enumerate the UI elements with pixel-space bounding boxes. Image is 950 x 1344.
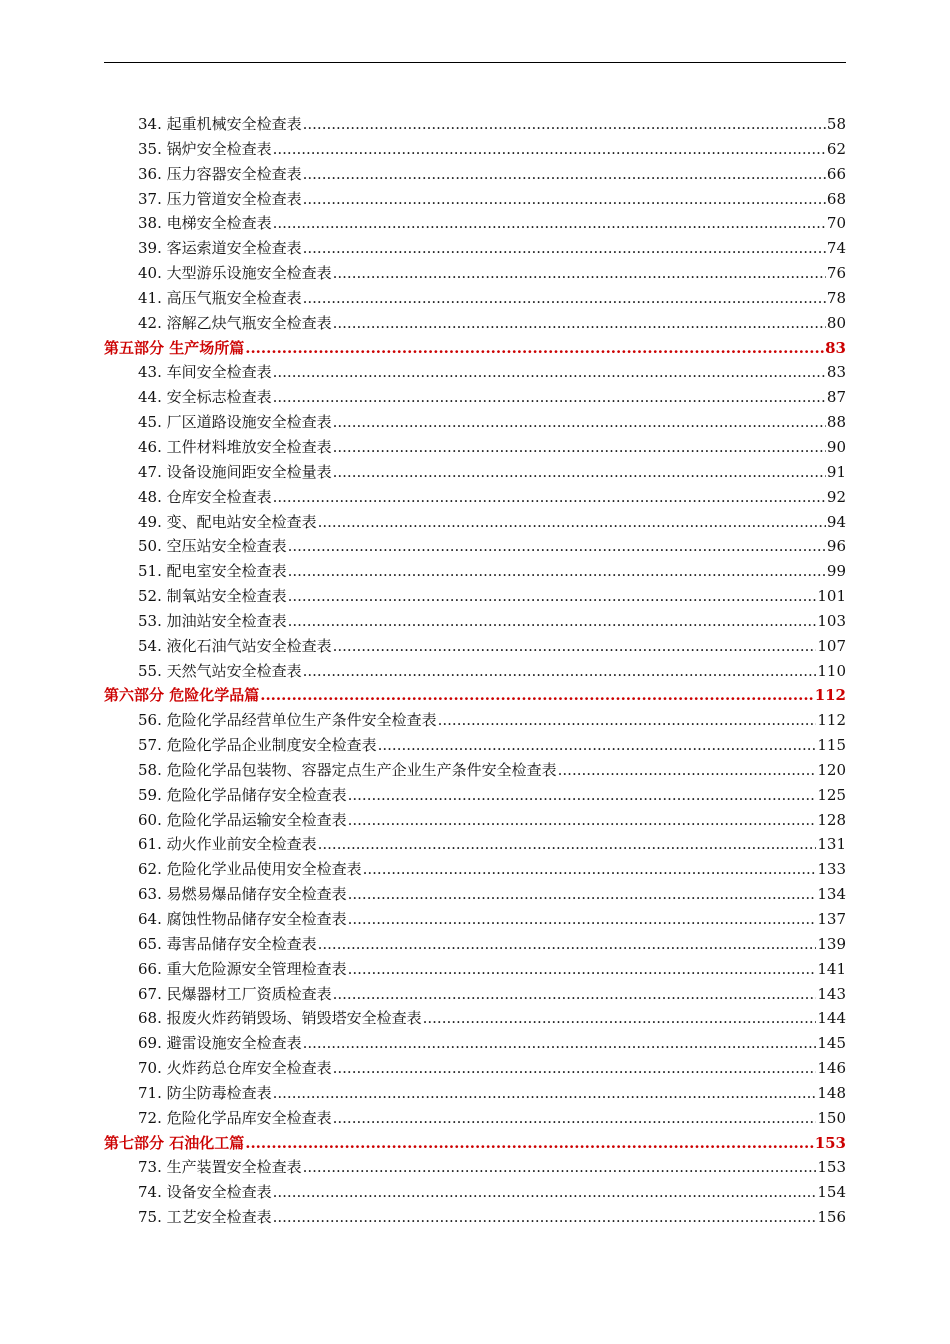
- toc-entry-label: 41. 高压气瓶安全检查表: [138, 288, 302, 307]
- toc-page-number: 145: [817, 1034, 846, 1053]
- toc-entry[interactable]: [104, 211, 846, 236]
- toc-leader-dots: [303, 162, 826, 187]
- toc-leader-dots: [273, 1180, 817, 1205]
- toc-leader-dots: [273, 485, 826, 510]
- toc-leader-dots: [333, 460, 826, 485]
- toc-page-number: 128: [817, 810, 846, 829]
- toc-entry-label: 58. 危险化学品包装物、容器定点生产企业生产条件安全检查表: [138, 760, 557, 779]
- toc-leader-dots: [558, 758, 817, 783]
- toc-entry-label: 68. 报废火炸药销毁场、销毁塔安全检查表: [138, 1009, 422, 1028]
- toc-entry-label: 43. 车间安全检查表: [138, 363, 272, 382]
- toc-entry-label: 44. 安全标志检查表: [138, 388, 272, 407]
- toc-entry[interactable]: [104, 609, 846, 634]
- toc-leader-dots: [273, 137, 826, 162]
- toc-leader-dots: [333, 435, 826, 460]
- toc-entry-label: 62. 危险化学业品使用安全检查表: [138, 860, 362, 879]
- toc-leader-dots: [423, 1006, 817, 1031]
- toc-entry-label: 53. 加油站安全检查表: [138, 611, 287, 630]
- toc-entry-label: 57. 危险化学品企业制度安全检查表: [138, 736, 377, 755]
- toc-page-number: 101: [817, 587, 846, 606]
- toc-entry[interactable]: [104, 360, 846, 385]
- toc-entry[interactable]: [104, 857, 846, 882]
- toc-entry-label: 42. 溶解乙炔气瓶安全检查表: [138, 313, 332, 332]
- toc-leader-dots: [273, 211, 826, 236]
- toc-page-number: 90: [826, 437, 846, 456]
- toc-entry[interactable]: [104, 1006, 846, 1031]
- toc-entry[interactable]: [104, 435, 846, 460]
- toc-leader-dots: [273, 385, 826, 410]
- toc-entry-label: 46. 工件材料堆放安全检查表: [138, 437, 332, 456]
- toc-leader-dots: [303, 236, 826, 261]
- toc-page-number: 92: [826, 487, 846, 506]
- toc-entry[interactable]: [104, 584, 846, 609]
- toc-leader-dots: [378, 733, 817, 758]
- toc-entry[interactable]: [104, 708, 846, 733]
- toc-entry-label: 第五部分 生产场所篇: [104, 338, 245, 357]
- toc-page-number: 134: [817, 885, 846, 904]
- toc-page-number: 112: [814, 686, 846, 705]
- toc-page-number: 143: [817, 984, 846, 1003]
- toc-page-number: 110: [817, 661, 846, 680]
- toc-entry-label: 35. 锅炉安全检查表: [138, 139, 272, 158]
- toc-leader-dots: [273, 1081, 817, 1106]
- toc-page-number: 78: [826, 288, 846, 307]
- toc-entry[interactable]: [104, 485, 846, 510]
- toc-entry[interactable]: [104, 460, 846, 485]
- toc-entry[interactable]: [104, 1205, 846, 1230]
- toc-entry-label: 60. 危险化学品运输安全检查表: [138, 810, 347, 829]
- toc-entry-label: 67. 民爆器材工厂资质检查表: [138, 984, 332, 1003]
- toc-entry-label: 56. 危险化学品经营单位生产条件安全检查表: [138, 711, 437, 730]
- toc-entry-label: 54. 液化石油气站安全检查表: [138, 636, 332, 655]
- toc-page-number: 76: [826, 264, 846, 283]
- toc-leader-dots: [273, 1205, 817, 1230]
- toc-entry[interactable]: [104, 559, 846, 584]
- toc-entry[interactable]: [104, 534, 846, 559]
- toc-page-number: 103: [817, 611, 846, 630]
- toc-entry[interactable]: [104, 261, 846, 286]
- toc-leader-dots: [260, 683, 813, 708]
- toc-leader-dots: [303, 659, 817, 684]
- toc-leader-dots: [333, 1056, 817, 1081]
- toc-section-heading[interactable]: [104, 336, 846, 361]
- toc-leader-dots: [288, 584, 817, 609]
- toc-entry-label: 34. 起重机械安全检查表: [138, 115, 302, 133]
- toc-page-number: 80: [826, 313, 846, 332]
- toc-entry[interactable]: [104, 112, 846, 137]
- toc-page-number: 156: [817, 1208, 846, 1227]
- toc-leader-dots: [288, 609, 817, 634]
- toc-leader-dots: [333, 982, 817, 1007]
- toc-page-number: 144: [817, 1009, 846, 1028]
- toc-entry-label: 63. 易燃易爆品储存安全检查表: [138, 885, 347, 904]
- toc-entry[interactable]: [104, 385, 846, 410]
- toc-page-number: 148: [817, 1083, 846, 1102]
- toc-page-number: 150: [817, 1108, 846, 1127]
- toc-entry-label: 61. 动火作业前安全检查表: [138, 835, 317, 854]
- header-rule: [104, 62, 846, 63]
- toc-entry[interactable]: [104, 1056, 846, 1081]
- toc-leader-dots: [333, 634, 817, 659]
- toc-entry[interactable]: [104, 162, 846, 187]
- toc-leader-dots: [273, 360, 826, 385]
- toc-entry-label: 39. 客运索道安全检查表: [138, 239, 302, 258]
- toc-entry[interactable]: [104, 137, 846, 162]
- toc-entry[interactable]: [104, 634, 846, 659]
- toc-page-number: 133: [817, 860, 846, 879]
- toc-page-number: 58: [826, 115, 846, 133]
- toc-entry-label: 55. 天然气站安全检查表: [138, 661, 302, 680]
- toc-entry-label: 37. 压力管道安全检查表: [138, 189, 302, 208]
- toc-page-number: 66: [826, 164, 846, 183]
- toc-entry[interactable]: [104, 1155, 846, 1180]
- toc-entry-label: 第七部分 石油化工篇: [104, 1133, 245, 1152]
- toc-page-number: 153: [817, 1158, 846, 1177]
- toc-page-number: 94: [826, 512, 846, 531]
- toc-entry-label: 52. 制氧站安全检查表: [138, 587, 287, 606]
- toc-page-number: 68: [826, 189, 846, 208]
- toc-page-number: 112: [817, 711, 846, 730]
- toc-leader-dots: [303, 187, 826, 212]
- toc-leader-dots: [333, 1106, 817, 1131]
- toc-leader-dots: [303, 1031, 817, 1056]
- toc-page-number: 131: [817, 835, 846, 854]
- toc-leader-dots: [288, 559, 826, 584]
- toc-entry[interactable]: [104, 1106, 846, 1131]
- toc-page-number: 137: [817, 910, 846, 928]
- toc-entry[interactable]: [104, 1081, 846, 1106]
- toc-page-number: 83: [825, 338, 846, 357]
- toc-entry-label: 64. 腐蚀性物品储存安全检查表: [138, 910, 347, 928]
- toc-leader-dots: [288, 534, 826, 559]
- toc-leader-dots: [318, 832, 817, 857]
- toc-entry-label: 40. 大型游乐设施安全检查表: [138, 264, 332, 283]
- toc-entry[interactable]: [104, 1031, 846, 1056]
- toc-entry-label: 48. 仓库安全检查表: [138, 487, 272, 506]
- toc-leader-dots: [348, 957, 817, 982]
- toc-page-number: 153: [814, 1133, 846, 1152]
- toc-entry[interactable]: [104, 758, 846, 783]
- toc-entry[interactable]: [104, 832, 846, 857]
- toc-page-number: 87: [826, 388, 846, 407]
- toc-leader-dots: [438, 708, 817, 733]
- toc-entry[interactable]: [104, 733, 846, 758]
- toc-page-number: 107: [817, 636, 846, 655]
- toc-entry[interactable]: [104, 187, 846, 212]
- toc-page-number: 154: [817, 1183, 846, 1202]
- toc-entry[interactable]: [104, 510, 846, 535]
- toc-page-number: 91: [826, 462, 846, 481]
- toc-entry[interactable]: [104, 286, 846, 311]
- toc-page-number: 139: [817, 934, 846, 953]
- toc-entry-label: 66. 重大危险源安全管理检查表: [138, 959, 347, 978]
- toc-entry-label: 50. 空压站安全检查表: [138, 537, 287, 556]
- toc-section-heading[interactable]: [104, 683, 846, 708]
- toc-entry-label: 第六部分 危险化学品篇: [104, 686, 260, 705]
- toc-entry[interactable]: [104, 808, 846, 833]
- toc-entry[interactable]: [104, 1180, 846, 1205]
- toc-leader-dots: [303, 112, 826, 137]
- toc-entry-label: 75. 工艺安全检查表: [138, 1208, 272, 1227]
- toc-page-number: 120: [817, 760, 846, 779]
- toc-page-number: 146: [817, 1059, 846, 1078]
- toc-page-number: 125: [817, 785, 846, 804]
- toc-page-number: 88: [826, 413, 846, 432]
- toc-entry-label: 69. 避雷设施安全检查表: [138, 1034, 302, 1053]
- toc-leader-dots: [348, 882, 817, 907]
- toc-leader-dots: [245, 1131, 813, 1156]
- toc-leader-dots: [333, 410, 826, 435]
- toc-leader-dots: [245, 336, 824, 361]
- toc-entry-label: 49. 变、配电站安全检查表: [138, 512, 317, 531]
- toc-page-number: 62: [826, 139, 846, 158]
- toc-entry-label: 36. 压力容器安全检查表: [138, 164, 302, 183]
- toc-entry-label: 51. 配电室安全检查表: [138, 562, 287, 581]
- toc-page-number: 96: [826, 537, 846, 556]
- toc-page-number: 74: [826, 239, 846, 258]
- toc-leader-dots: [348, 783, 817, 808]
- toc-entry[interactable]: [104, 907, 846, 932]
- toc-leader-dots: [333, 311, 826, 336]
- toc-leader-dots: [348, 808, 817, 833]
- toc-leader-dots: [363, 857, 817, 882]
- toc-entry-label: 59. 危险化学品储存安全检查表: [138, 785, 347, 804]
- toc-entry-label: 45. 厂区道路设施安全检查表: [138, 413, 332, 432]
- toc-entry[interactable]: [104, 236, 846, 261]
- toc-section-heading[interactable]: [104, 1131, 846, 1156]
- toc-entry-label: 72. 危险化学品库安全检查表: [138, 1108, 332, 1127]
- toc-entry-label: 71. 防尘防毒检查表: [138, 1083, 272, 1102]
- toc-entry[interactable]: [104, 882, 846, 907]
- toc-leader-dots: [333, 261, 826, 286]
- toc-leader-dots: [318, 510, 826, 535]
- toc-entry[interactable]: [104, 659, 846, 684]
- toc-entry[interactable]: [104, 982, 846, 1007]
- toc-entry-label: 47. 设备设施间距安全检量表: [138, 462, 332, 481]
- toc-leader-dots: [303, 286, 826, 311]
- toc-entry-label: 73. 生产装置安全检查表: [138, 1158, 302, 1177]
- toc-entry-label: 38. 电梯安全检查表: [138, 214, 272, 233]
- toc-entry-label: 74. 设备安全检查表: [138, 1183, 272, 1202]
- toc-entry[interactable]: [104, 410, 846, 435]
- toc-entry[interactable]: [104, 311, 846, 336]
- toc-page-number: 83: [826, 363, 846, 382]
- toc-entry[interactable]: [104, 783, 846, 808]
- toc-entry[interactable]: [104, 932, 846, 957]
- toc-leader-dots: [348, 907, 817, 932]
- toc-page-number: 70: [826, 214, 846, 233]
- toc-entry-label: 70. 火炸药总仓库安全检查表: [138, 1059, 332, 1078]
- toc-entry-label: 65. 毒害品储存安全检查表: [138, 934, 317, 953]
- toc-entry[interactable]: [104, 957, 846, 982]
- toc-leader-dots: [318, 932, 817, 957]
- table-of-contents: [104, 112, 846, 1230]
- toc-page-number: 141: [817, 959, 846, 978]
- toc-page-number: 115: [817, 736, 846, 755]
- toc-page-number: 99: [826, 562, 846, 581]
- toc-leader-dots: [303, 1155, 817, 1180]
